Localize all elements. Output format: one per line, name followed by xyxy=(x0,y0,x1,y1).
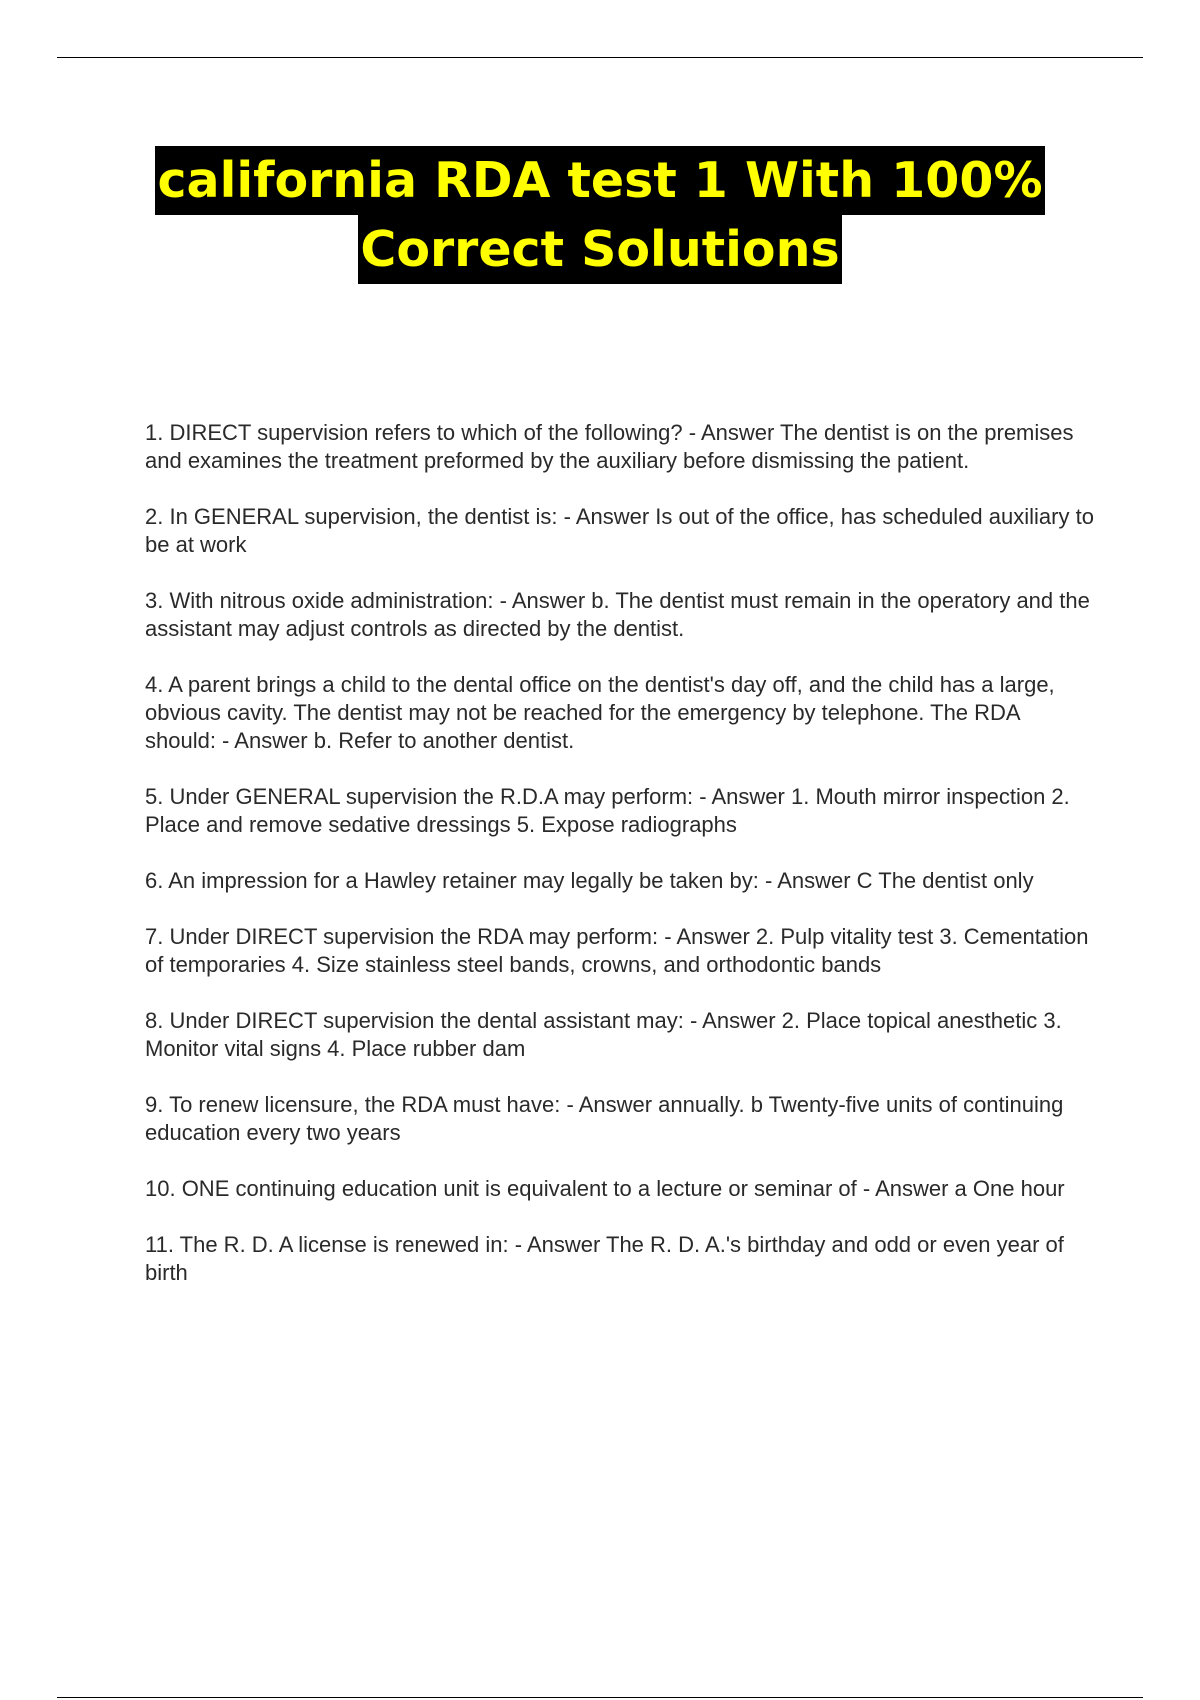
qa-item-8: 8. Under DIRECT supervision the dental assistant may: - Answer 2. Place topical anesthetic 3. Monitor vital signs 4. Place rubber dam xyxy=(145,1008,1062,1061)
qa-item-1: 1. DIRECT supervision refers to which of the following? - Answer The dentist is on the premises and examines the treatment preformed by the auxiliary before dismissing the patient. xyxy=(145,420,1074,473)
question-answer-list xyxy=(145,419,1095,1315)
qa-item-2: 2. In GENERAL supervision, the dentist is: - Answer Is out of the office, has scheduled auxiliary to be at work xyxy=(145,504,1094,557)
title-line-2: Correct Solutions xyxy=(358,215,841,284)
qa-item-3: 3. With nitrous oxide administration: - Answer b. The dentist must remain in the operatory and the assistant may adjust controls as directed by the dentist. xyxy=(145,588,1090,641)
qa-item-5: 5. Under GENERAL supervision the R.D.A may perform: - Answer 1. Mouth mirror inspection 2. Place and remove sedative dressings 5. Expose radiographs xyxy=(145,784,1070,837)
title-line-1: california RDA test 1 With 100% xyxy=(155,146,1044,215)
header-rule xyxy=(57,57,1143,58)
document-title xyxy=(0,146,1200,284)
qa-item-10: 10. ONE continuing education unit is equivalent to a lecture or seminar of - Answer a One hour xyxy=(145,1176,1065,1201)
qa-item-6: 6. An impression for a Hawley retainer may legally be taken by: - Answer C The dentist only xyxy=(145,868,1034,893)
qa-item-11: 11. The R. D. A license is renewed in: - Answer The R. D. A.'s birthday and odd or even year of birth xyxy=(145,1232,1064,1285)
footer-rule xyxy=(57,1697,1143,1698)
qa-item-9: 9. To renew licensure, the RDA must have: - Answer annually. b Twenty-five units of continuing education every two years xyxy=(145,1092,1064,1145)
qa-item-4: 4. A parent brings a child to the dental office on the dentist's day off, and the child has a large, obvious cavity. The dentist may not be reached for the emergency by telephone. The RDA should: - Answer b. Refer to another dentist. xyxy=(145,672,1055,753)
qa-item-7: 7. Under DIRECT supervision the RDA may perform: - Answer 2. Pulp vitality test 3. Cementation of temporaries 4. Size stainless steel bands, crowns, and orthodontic bands xyxy=(145,924,1089,977)
